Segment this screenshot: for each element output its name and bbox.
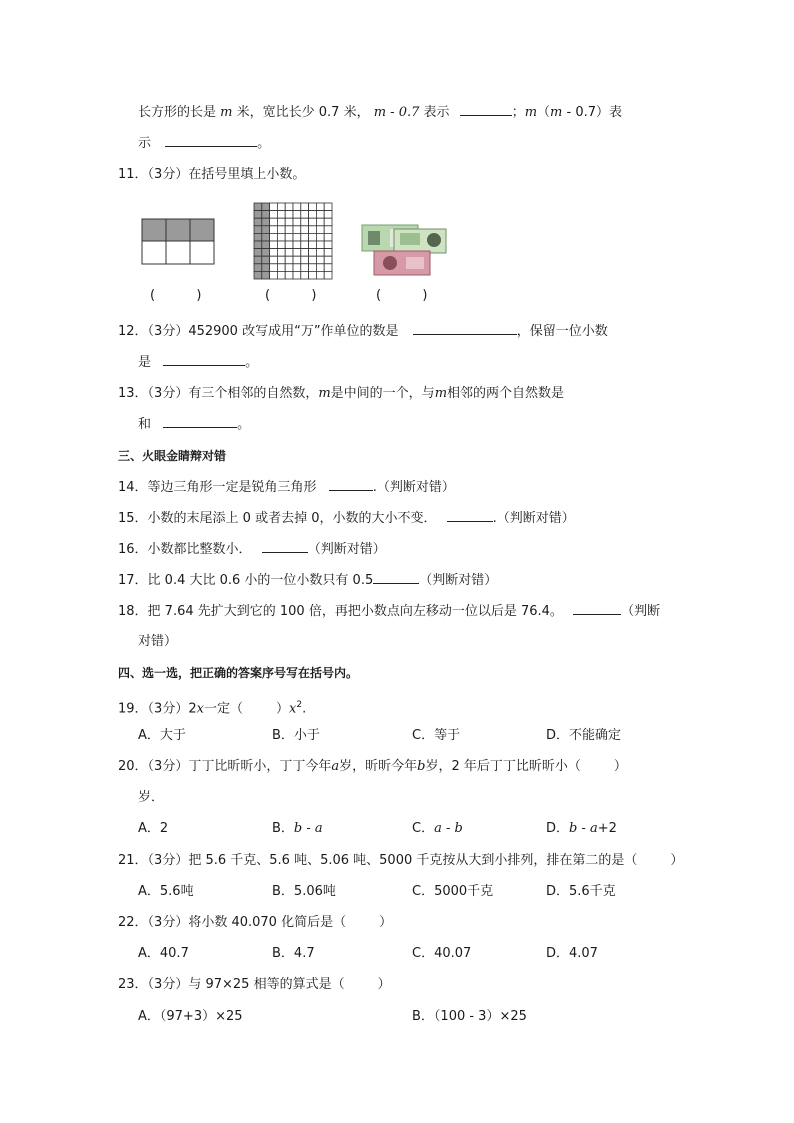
grid-cell (293, 203, 301, 211)
q22-option-a[interactable]: A．40.7 (138, 946, 189, 961)
grid-cell (270, 241, 278, 249)
q11-stem: 11．（3分）在括号里填上小数。 (118, 167, 306, 182)
grid-cell (301, 233, 309, 241)
q13-line2: 和 。 (138, 417, 251, 432)
grid-cell (270, 211, 278, 219)
grid-cell (309, 233, 317, 241)
q13-line1: 13．（3分）有三个相邻的自然数，m是中间的一个，与m相邻的两个自然数是 (118, 386, 565, 401)
grid-cell (293, 233, 301, 241)
q11-paren-2[interactable]: ( ) (265, 288, 317, 303)
grid-cell (293, 226, 301, 234)
grid-cell (309, 271, 317, 279)
q19-option-c[interactable]: C．等于 (412, 728, 461, 743)
q16: 16．小数都比整数小． （判断对错） (118, 542, 386, 557)
answer-blank[interactable] (163, 353, 245, 366)
grid-cell (285, 233, 293, 241)
grid-cell (270, 203, 278, 211)
grid-cell (277, 241, 285, 249)
grid-cell (277, 203, 285, 211)
q12-line2: 是 。 (138, 355, 259, 370)
q20-option-d[interactable]: D．b - a+2 (546, 821, 617, 836)
grid-cell (270, 226, 278, 234)
q21-option-b[interactable]: B．5.06吨 (272, 884, 336, 899)
grid-cell (324, 271, 332, 279)
q23-option-b[interactable]: B．（100 - 3）×25 (412, 1009, 527, 1024)
q22-option-c[interactable]: C．40.07 (412, 946, 472, 961)
grid-cell (262, 226, 270, 234)
section-heading-3: 三、火眼金睛辩对错 (118, 449, 227, 463)
hundred-grid-figure (253, 202, 333, 280)
q11-paren-3[interactable]: ( ) (376, 288, 428, 303)
grid-cell (262, 218, 270, 226)
grid-cell (277, 264, 285, 272)
grid-cell (262, 256, 270, 264)
grid-cell (262, 233, 270, 241)
q18-line1: 18．把 7.64 先扩大到它的 100 倍，再把小数点向左移动一位以后是 76.4。 （判断 (118, 604, 661, 619)
grid-cell (270, 233, 278, 241)
grid-cell (270, 271, 278, 279)
grid-cell (324, 203, 332, 211)
q14: 14．等边三角形一定是锐角三角形 .（判断对错） (118, 480, 455, 495)
grid-cell (309, 226, 317, 234)
grid-cell (285, 249, 293, 257)
answer-blank[interactable] (262, 540, 308, 553)
q22-option-b[interactable]: B．4.7 (272, 946, 315, 961)
grid-cell (324, 233, 332, 241)
q21-option-d[interactable]: D．5.6千克 (546, 884, 616, 899)
answer-blank[interactable] (329, 478, 373, 491)
q20-line1: 20．（3分）丁丁比昕昕小，丁丁今年a岁，昕昕今年b岁，2 年后丁丁比昕昕小（ ） (118, 759, 627, 774)
q23-stem: 23．（3分）与 97×25 相等的算式是（ ） (118, 977, 391, 992)
grid-cell (254, 249, 262, 257)
grid-cell (309, 241, 317, 249)
grid-cell (309, 218, 317, 226)
grid-cell (316, 249, 324, 257)
grid-cell (293, 218, 301, 226)
grid-cell (301, 203, 309, 211)
grid-cell (301, 249, 309, 257)
grid-cell (324, 264, 332, 272)
answer-blank[interactable] (165, 134, 257, 147)
grid-cell (254, 241, 262, 249)
grid-cell (254, 218, 262, 226)
grid-cell (293, 271, 301, 279)
q12-line1: 12．（3分）452900 改写成用“万”作单位的数是 ，保留一位小数 (118, 324, 608, 339)
grid-cell (293, 264, 301, 272)
answer-blank[interactable] (460, 103, 512, 116)
answer-blank[interactable] (573, 602, 621, 615)
grid-cell (293, 211, 301, 219)
q21-stem: 21．（3分）把 5.6 千克、5.6 吨、5.06 吨、5000 千克按从大到小排列，排在第二的是（ ） (118, 853, 684, 868)
grid-cell (277, 271, 285, 279)
q18-line2: 对错） (138, 634, 178, 649)
grid-cell (324, 218, 332, 226)
grid-cell (324, 211, 332, 219)
grid-cell (270, 218, 278, 226)
grid-cell (254, 271, 262, 279)
grid-cell (301, 211, 309, 219)
grid-cell (285, 211, 293, 219)
grid-cell (309, 203, 317, 211)
grid-cell (301, 218, 309, 226)
grid-cell (301, 256, 309, 264)
q15: 15．小数的末尾添上 0 或者去掉 0，小数的大小不变． .（判断对错） (118, 511, 575, 526)
grid-cell (316, 218, 324, 226)
grid-cell (262, 241, 270, 249)
grid-cell (277, 249, 285, 257)
grid-cell (316, 226, 324, 234)
grid-cell (316, 203, 324, 211)
grid-cell (285, 241, 293, 249)
answer-blank[interactable] (447, 509, 493, 522)
grid-cell (254, 226, 262, 234)
banknotes-image (360, 223, 450, 277)
grid-cell (285, 218, 293, 226)
grid-cell (324, 226, 332, 234)
grid-cell (270, 256, 278, 264)
grid-cell (301, 264, 309, 272)
grid-cell (285, 256, 293, 264)
grid-cell (309, 256, 317, 264)
q22-stem: 22．（3分）将小数 40.070 化简后是（ ） (118, 915, 393, 930)
q21-option-a[interactable]: A．5.6吨 (138, 884, 194, 899)
grid-cell (324, 249, 332, 257)
grid-cell (309, 211, 317, 219)
q17: 17．比 0.4 大比 0.6 小的一位小数只有 0.5 （判断对错） (118, 573, 498, 588)
grid-cell (301, 241, 309, 249)
grid-cell (285, 271, 293, 279)
grid-cell (316, 211, 324, 219)
grid-cell (324, 256, 332, 264)
grid-cell (316, 264, 324, 272)
q21-option-c[interactable]: C．5000千克 (412, 884, 494, 899)
grid-cell (309, 249, 317, 257)
grid-cell (285, 264, 293, 272)
grid-cell (324, 241, 332, 249)
q23-option-a[interactable]: A．（97+3）×25 (138, 1009, 243, 1024)
grid-cell (285, 226, 293, 234)
q11-paren-1[interactable]: ( ) (150, 288, 202, 303)
grid-cell (316, 233, 324, 241)
grid-cell (285, 203, 293, 211)
grid-cell (277, 233, 285, 241)
q20-option-c[interactable]: C．a - b (412, 821, 463, 836)
grid-cell (277, 256, 285, 264)
answer-blank[interactable] (373, 571, 419, 584)
grid-cell (301, 271, 309, 279)
grid-cell (262, 264, 270, 272)
grid-cell (277, 226, 285, 234)
grid-cell (316, 256, 324, 264)
grid-cell (254, 211, 262, 219)
grid-cell (316, 271, 324, 279)
q20-option-b[interactable]: B．b - a (272, 821, 323, 836)
q20-option-a[interactable]: A．2 (138, 821, 169, 836)
q19-option-d[interactable]: D．不能确定 (546, 728, 622, 743)
grid-cell (277, 211, 285, 219)
grid-cell (262, 211, 270, 219)
grid-cell (270, 249, 278, 257)
grid-cell (293, 249, 301, 257)
grid-cell (254, 256, 262, 264)
grid-cell (262, 249, 270, 257)
q22-option-d[interactable]: D．4.07 (546, 946, 598, 961)
grid-cell (254, 233, 262, 241)
q10-line2: 示 。 (138, 136, 271, 151)
answer-blank[interactable] (163, 415, 237, 428)
grid-cell (262, 271, 270, 279)
section-heading-4: 四、选一选，把正确的答案序号写在括号内。 (118, 666, 359, 680)
q19-option-b[interactable]: B．小于 (272, 728, 320, 743)
grid-cell (293, 241, 301, 249)
q19-stem: 19．（3分）2x一定（ ）$x^2$. (118, 700, 307, 717)
grid-cell (254, 264, 262, 272)
shaded-boxes-figure (141, 218, 217, 266)
grid-cell (316, 241, 324, 249)
q19-option-a[interactable]: A．大于 (138, 728, 186, 743)
q10-line1: 长方形的长是 m 米，宽比长少 0.7 米， m - 0.7 表示 ；m（m - 0.7）表 (138, 105, 623, 120)
grid-cell (277, 218, 285, 226)
grid-cell (309, 264, 317, 272)
grid-cell (270, 264, 278, 272)
answer-blank[interactable] (413, 322, 517, 335)
grid-cell (293, 256, 301, 264)
grid-cell (301, 226, 309, 234)
grid-cell (262, 203, 270, 211)
grid-cell (254, 203, 262, 211)
q20-line2: 岁． (138, 790, 165, 805)
